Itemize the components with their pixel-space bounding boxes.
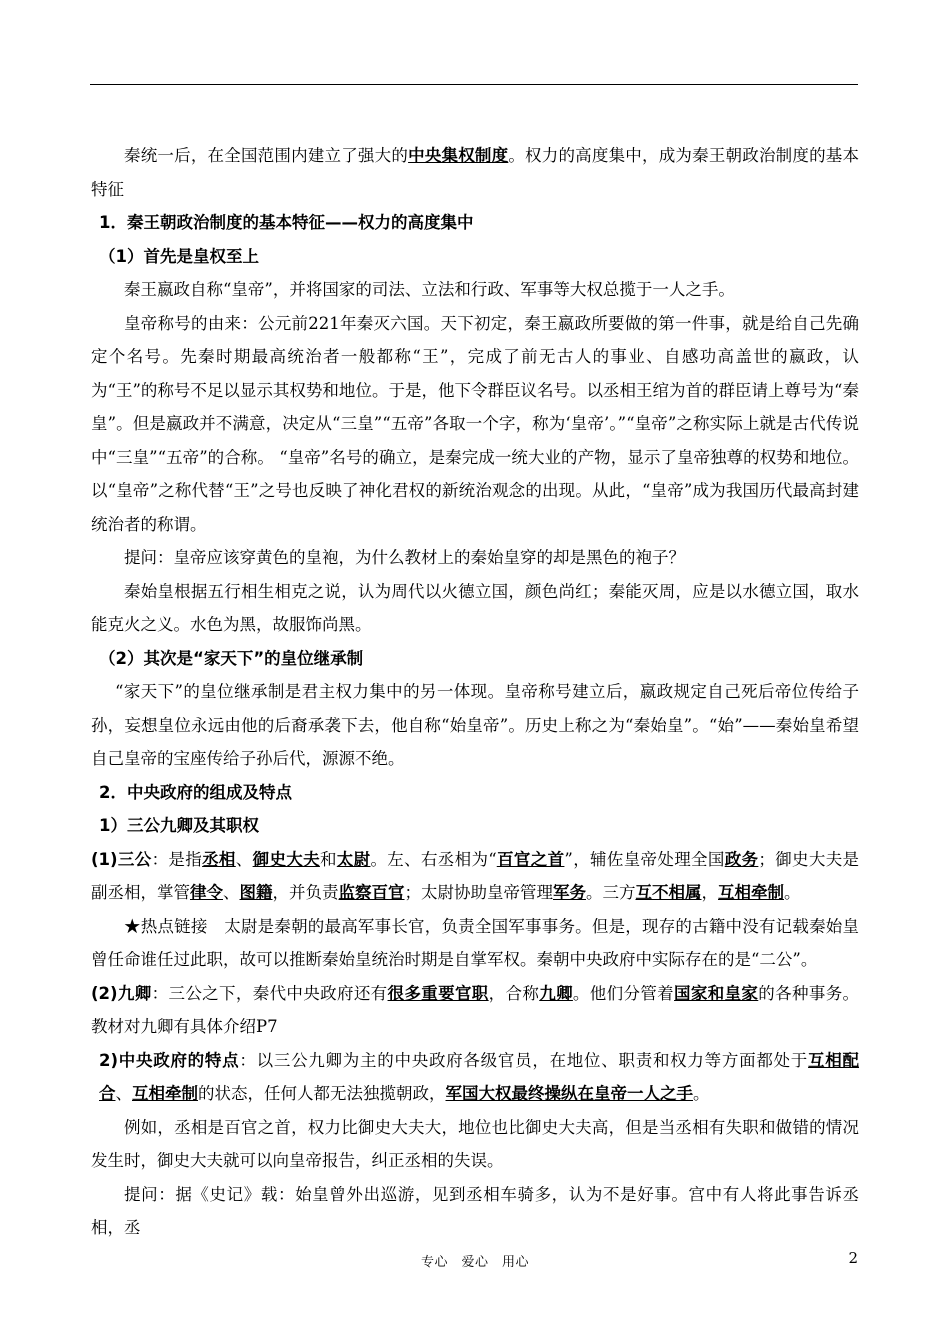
text: 秦统一后，在全国范围内建立了强大的: [124, 146, 409, 165]
paragraph: 例如，丞相是百官之首，权力比御史大夫大，地位也比御史大夫高，但是当丞相有失职和做错的情况发生时，御史大夫就可以向皇帝报告，纠正丞相的失误。: [91, 1117, 859, 1170]
subheading-1-1: （1）首先是皇权至上: [99, 246, 259, 266]
subheading-1-2: （2）其次是“家天下”的皇位继承制: [99, 648, 364, 668]
footer-motto: 专心 爱心 用心: [420, 1255, 529, 1270]
paragraph: 秦始皇根据五行相生相克之说，认为周代以火德立国，颜色尚红；秦能灭周，应是以水德立国，取水能克火之义。水色为黑，故服饰尚黑。: [91, 581, 859, 634]
paragraph-hot-link: ★热点链接 太尉是秦朝的最高军事长官，负责全国军事事务。但是，现存的古籍中没有记载秦始皇曾任命谁任过此职，故可以推断秦始皇统治时期是自掌军权。秦朝中央政府中实际存在的是“二公”。: [91, 916, 859, 969]
paragraph: 皇帝称号的由来：公元前221年秦灭六国。天下初定，秦王嬴政所要做的第一件事，就是给自己先确定个名号。先秦时期最高统治者一般都称“王”，完成了前无古人的事业、自感功高盖世的嬴政，认为“王”的称号不足以显示其权势和地位。于是，他下令群臣议名号。以丞相王绾为首的群臣请上尊号为“秦皇”。但是嬴政并不满意，决定从“三皇”“五帝”各取一个字，称为‘皇帝’。”“皇帝”之称实际上就是古代传说中“三皇”“五帝”的合称。 “皇帝”名号的确立，是秦完成一统大业的产物，显示了皇帝独尊的权势和地位。以“皇帝”之称代替“王”之号也反映了神化君权的新统治观念的出现。从此，“皇帝”成为我国历代最高封建统治者的称谓。: [91, 313, 859, 534]
paragraph-question: 提问：据《史记》载：始皇曾外出巡游，见到丞相车骑多，认为不是好事。宫中有人将此事告诉丞相，丞: [91, 1184, 859, 1237]
paragraph-question: 提问：皇帝应该穿黄色的皇袍，为什么教材上的秦始皇穿的却是黑色的袍子？: [124, 548, 685, 567]
paragraph: 秦王嬴政自称“皇帝”，并将国家的司法、立法和行政、军事等大权总揽于一人之手。: [124, 280, 735, 299]
heading-2: 2．中央政府的组成及特点: [99, 782, 292, 802]
document-body: [91, 139, 859, 1245]
paragraph-features: 2)中央政府的特点：以三公九卿为主的中央政府各级官员，在地位、职责和权力等方面都处于互相配合、互相牵制的状态，任何人都无法独揽朝政，军国大权最终操纵在皇帝一人之手。: [99, 1050, 860, 1103]
header-rule: [90, 84, 858, 85]
paragraph-intro: [91, 139, 859, 206]
paragraph-jiuqing: (2)九卿：三公之下，秦代中央政府还有很多重要官职，合称九卿。他们分管着国家和皇家的各种事务。教材对九卿有具体介绍P7: [91, 983, 860, 1036]
paragraph-sangong: (1)三公：是指丞相、御史大夫和太尉。左、右丞相为“百官之首”，辅佐皇帝处理全国政务；御史大夫是副丞相，掌管律令、图籍，并负责监察百官；太尉协助皇帝管理军务。三方互不相属，互相牵制。: [91, 849, 860, 902]
subheading-2-1: 1）三公九卿及其职权: [99, 816, 259, 835]
underlined-term: 中央集权制度: [408, 146, 509, 165]
page-number: 2: [848, 1249, 858, 1267]
text: 。权力的高度集中，成为秦王朝政治制度的基本特征: [91, 146, 860, 199]
paragraph: “家天下”的皇位继承制是君主权力集中的另一体现。皇帝称号建立后，嬴政规定自己死后帝位传给子孙，妄想皇位永远由他的后裔承袭下去，他自称“始皇帝”。历史上称之为“秦始皇”。“始”——秦始皇希望自己皇帝的宝座传给子孙后代，源源不绝。: [91, 682, 859, 768]
heading-1: 1．秦王朝政治制度的基本特征——权力的高度集中: [99, 213, 474, 232]
